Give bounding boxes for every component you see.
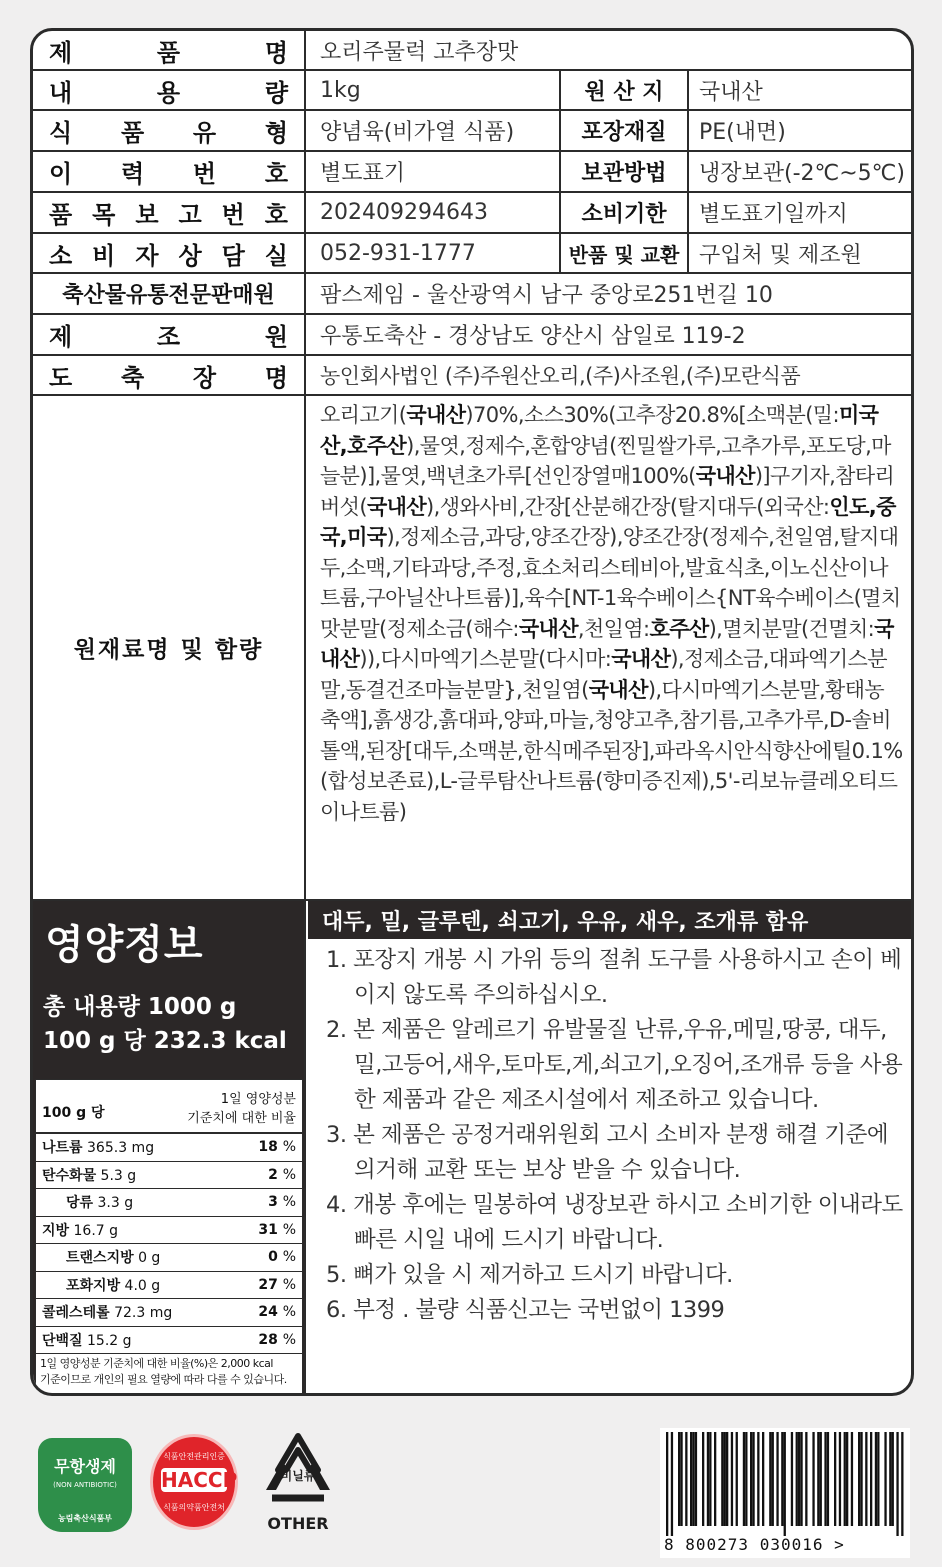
label-char: 장 [192,363,217,392]
value-volume: 1kg [306,71,561,109]
nutrient-name: 트랜스지방 0 g [66,1250,161,1267]
barcode [660,1428,910,1558]
nutrition-row [36,1189,302,1217]
label-char: 량 [264,78,288,107]
ingredient-text: ),멸치분말(건멸치: [708,616,875,641]
label-char: 목 [92,201,116,229]
label-origin: 원 산 지 [561,71,689,109]
row-report [33,193,911,234]
label-char: 형 [264,119,288,147]
label-char: 력 [120,160,145,188]
allergy-bar: 대두, 밀, 글루텐, 쇠고기, 우유, 새우, 조개류 함유 [308,901,913,939]
barcode-bar [901,1432,903,1536]
barcode-bar [762,1432,764,1526]
label-char: 소 [49,241,73,270]
ingredient-origin: 호주산 [649,616,709,641]
label-char: 축 [120,363,145,392]
label-char: 제 [49,323,73,351]
nutrition-footnote [36,1354,302,1390]
barcode-bar [707,1432,709,1526]
ingredient-text: ),생와사비,간장[산분해간장(탈지대두(외국산: [426,494,830,519]
barcode-bar [817,1432,819,1526]
nutrient-pct: 31 % [258,1221,296,1238]
nutrition-row [36,1327,302,1355]
ingredient-origin: 국내산 [611,647,671,671]
barcode-bar [671,1432,673,1536]
nutrient-pct: 3 % [268,1194,296,1211]
nutrition-row [36,1162,302,1190]
row-consult [33,234,911,274]
label-volume [33,71,306,109]
barcode-bar [776,1432,778,1526]
barcode-bar [702,1432,704,1526]
nutrient-name: 포화지방 4.0 g [66,1277,161,1294]
ingredient-origin: 국내산 [518,616,578,641]
label-char: 내 [49,78,73,107]
info-table [33,31,911,901]
label-char: 비 [92,241,116,270]
label-slaughter [33,356,306,394]
row-maker [33,315,911,356]
ingredient-origin: 국내산 [320,616,894,671]
barcode-bar [865,1432,867,1526]
barcode-bar [858,1432,860,1526]
nutrition-title: 영양정보 [45,922,204,968]
label-char: 호 [264,160,288,188]
haccp-bottom: 식품의약품안전처 [163,1503,225,1512]
barcode-bar [685,1432,687,1526]
nutrition-footnote-2: 기준이므로 개인의 필요 열량에 따라 다를 수 있습니다. [40,1373,287,1386]
label-char: 도 [49,363,73,392]
barcode-bars-icon [660,1428,910,1536]
barcode-bar [745,1432,747,1526]
nutrition-pct-label-1: 1일 영양성분 [220,1092,296,1107]
nutrient-name: 단백질 15.2 g [42,1332,132,1349]
ingredient-text: )70%,소스30%(고추장20.8%[소맥분(밀: [465,403,839,427]
barcode-bar [812,1432,814,1526]
nutrient-name: 지방 16.7 g [42,1222,119,1239]
barcode-bar [839,1432,841,1526]
barcode-bar [820,1432,822,1526]
barcode-bar [800,1432,802,1526]
recycle-label: 비닐류 [280,1469,316,1483]
nutrient-name: 당류 3.3 g [66,1195,134,1212]
barcode-bar [736,1432,738,1526]
ingredient-text: ),물엿,정제수,혼합양념(찐밀쌀가루,고추가루,포도당,마늘분)],물엿,백년초가루[선인장열매100%( [320,433,891,488]
label-char: 유 [192,119,217,147]
label-char: 품 [120,119,145,147]
label-char: 번 [192,160,217,188]
recycle-icon [258,1432,338,1508]
label-char: 실 [264,241,288,270]
barcode-bar [791,1432,793,1526]
label-char: 상 [178,241,202,270]
label-char: 품 [156,38,181,67]
nutrition-table-head [36,1080,302,1134]
caution-note: 6. 부정 . 불량 식품신고는 국번없이 1399 [326,1297,725,1323]
nutrient-pct: 27 % [258,1276,296,1293]
value-origin: 국내산 [699,79,763,105]
label-storage: 보관방법 [561,152,689,191]
nonab-subtitle: (NON ANTIBIOTIC) [53,1481,117,1489]
label-char: 호 [264,201,288,229]
nutrition-row [36,1217,302,1245]
nutrient-pct: 28 % [258,1331,296,1348]
nonab-title: 무항생제 [54,1457,116,1476]
ingredient-origin: 국내산 [695,464,755,488]
barcode-bar [680,1432,682,1526]
barcode-bar [896,1432,898,1536]
nutrition-table [35,1079,303,1395]
bottom-marks [0,1410,942,1567]
ingredient-origin: 국내산 [366,494,427,519]
nutrition-pct-label [187,1090,296,1128]
label-char: 이 [49,160,73,188]
barcode-bar [678,1432,680,1526]
caution-note: 1. 포장지 개봉 시 가위 등의 절취 도구를 사용하시고 손이 베이지 않도록 주의하십시오. [326,947,902,1008]
row-slaughter [33,356,911,396]
barcode-bar [769,1432,771,1526]
ingredient-text: ),정제소금,대파엑기스분말,동결건조마늘분말},천일염( [320,647,887,702]
barcode-bar [827,1432,829,1526]
label-type [33,111,306,150]
barcode-bar [851,1432,853,1526]
recycle-other: OTHER [267,1514,329,1533]
label-char: 자 [135,241,159,270]
barcode-bar [798,1432,800,1526]
barcode-bar [892,1432,894,1526]
value-packaging: PE(내면) [699,120,786,145]
barcode-bar [666,1432,668,1536]
nutrition-total [33,970,304,1058]
value-product-name: 오리주물럭 고추장맛 [320,39,519,65]
barcode-bar [884,1432,886,1526]
caution-notes [308,943,913,1328]
nutrient-name: 나트륨 365.3 mg [42,1140,155,1157]
label-char: 고 [178,201,202,229]
label-expiry: 소비기한 [561,193,689,232]
haccp-top: 식품안전관리인증 [163,1452,225,1461]
row-seller [33,274,911,315]
nutrient-pct: 24 % [258,1304,296,1321]
ingredient-text: ),정제소금,과당,양조간장),양조간장(정제수,천일염,탈지대두,소맥,기타과당,주정,효소처리스테비아,발효식초,이노신산이나트륨,구아닐산나트륨)],육수[NT-1육수베이스{NT육수베이스(멸치맛분말(정제소금(해수: [320,525,901,641]
barcode-bar [709,1432,711,1526]
row-product-name [33,31,911,71]
value-storage: 냉장보관(-2℃~5℃) [699,161,905,186]
barcode-bar [781,1432,783,1526]
barcode-bar [805,1432,807,1526]
barcode-bar [721,1432,723,1526]
nutrient-name: 콜레스테롤 72.3 mg [42,1305,173,1322]
label-char: 명 [264,363,288,392]
barcode-bar [784,1432,786,1536]
nutrition-row [36,1244,302,1272]
label-char: 식 [49,119,73,147]
ingredient-text: ,천일염: [577,616,650,641]
product-label [30,28,914,1396]
nutrition-per-label: 100 g 당 [42,1105,105,1121]
label-seller: 축산물유통전문판매원 [33,274,306,313]
label-char: 제 [49,38,73,67]
value-seller: 팜스제임 - 울산광역시 남구 중앙로251번길 10 [320,283,773,308]
label-consult [33,234,306,272]
label-char: 보 [135,201,159,229]
value-trace: 별도표기 [306,152,561,191]
barcode-bar [690,1432,692,1526]
label-char: 명 [264,38,288,67]
value-ingredients [306,396,911,899]
haccp-logo [150,1434,238,1530]
barcode-bar [834,1432,836,1526]
barcode-bar [877,1432,879,1526]
nutrient-name: 탄수화물 5.3 g [42,1167,137,1184]
non-antibiotic-logo [38,1438,132,1532]
value-type: 양념육(비가열 식품) [306,111,561,150]
nutrition-total-amount: 총 내용량 1000 g [43,994,237,1020]
caution-note: 2. 본 제품은 알레르기 유발물질 난류,우유,메밀,땅콩, 대두,밀,고등어,새우,토마토,게,쇠고기,오징어,조개류 등을 사용한 제품과 같은 제조시설에서 제조하고 있습니다. [326,1017,903,1113]
label-char: 품 [49,201,73,229]
barcode-bar [714,1432,716,1526]
caution-note: 3. 본 제품은 공정거래위원회 고시 소비자 분쟁 해결 기준에 의거해 교환 또는 보상 받을 수 있습니다. [326,1122,889,1183]
label-char: 담 [221,241,245,270]
barcode-bar [724,1432,726,1526]
nutrient-pct: 0 % [268,1249,296,1266]
label-char: 용 [156,78,181,107]
value-expiry: 별도표기일까지 [699,202,848,227]
nutrition-row [36,1299,302,1327]
barcode-bar [743,1432,745,1526]
barcode-bar [846,1432,848,1526]
nutrition-rows [36,1134,302,1354]
label-product-name [33,31,306,69]
barcode-bar [731,1432,733,1526]
caution-note: 5. 뼈가 있을 시 제거하고 드시기 바랍니다. [326,1262,733,1288]
haccp-mark: HACCP [161,1468,238,1492]
nutrition-panel [33,901,306,1396]
label-packaging: 포장재질 [561,111,689,150]
label-char: 원 [264,323,288,351]
barcode-bar [692,1432,694,1526]
ingredient-text: )]구기자,참타리버섯( [320,464,895,519]
barcode-bar [695,1432,697,1526]
value-maker: 우통도축산 - 경상남도 양산시 삼일로 119-2 [320,324,746,349]
value-report: 202409294643 [306,193,561,232]
recycle-logo [258,1432,338,1542]
nutrient-pct: 2 % [268,1166,296,1183]
label-char: 번 [221,201,245,229]
ingredient-origin: 국내산 [588,677,648,702]
ingredient-text: 오리고기( [320,403,407,427]
nutrient-pct: 18 % [258,1139,296,1156]
nutrition-kcal: 100 g 당 232.3 kcal [43,1028,287,1054]
barcode-bar [875,1432,877,1526]
row-ingredients [33,396,911,901]
nutrition-pct-label-2: 기준치에 대한 비율 [187,1111,296,1126]
nonab-ministry: 농림축산식품부 [57,1514,113,1523]
ingredient-origin: 국내산 [406,403,466,427]
barcode-bar [824,1432,826,1526]
ingredient-text: )),다시마엑기스분말(다시마: [359,647,612,671]
barcode-bar [750,1432,752,1526]
ingredient-text: ),다시마엑기스분말,황태농축액],흙생강,흙대파,양파,마늘,청양고추,참기름,고추가루,D-솔비톨액,된장[대두,소맥분,한식메주된장],파라옥시안식향산에틸0.1%(합성보존료),L-글루탐산나트륨(향미증진제),5'-리보뉴클레오티드이나트륨) [320,677,903,824]
caution-note: 4. 개봉 후에는 밀봉하여 냉장보관 하시고 소비기한 이내라도 빠른 시일 내에 드시기 바랍니다. [326,1192,903,1253]
nutrition-footnote-1: 1일 영양성분 기준치에 대한 비율(%)은 2,000 kcal [40,1357,273,1370]
barcode-bar [757,1432,759,1526]
value-consult: 052-931-1777 [306,234,561,272]
row-trace [33,152,911,193]
label-maker [33,315,306,354]
barcode-bar [870,1432,872,1526]
label-trace [33,152,306,191]
label-return: 반품 및 교환 [561,234,689,272]
value-slaughter: 농인회사법인 (주)주원산오리,(주)사조원,(주)모란식품 [320,364,801,388]
nutrition-row [36,1272,302,1300]
barcode-bar [844,1432,846,1526]
barcode-bar [889,1432,891,1526]
row-volume [33,71,911,111]
value-return: 구입처 및 제조원 [699,242,862,268]
label-report [33,193,306,232]
barcode-bar [796,1432,798,1526]
ingredient-origin: 미국산,호주산 [320,403,879,458]
barcode-number: 8 800273 030016 > [664,1535,845,1554]
ingredient-origin: 인도,중국,미국 [320,494,896,549]
barcode-bar [752,1432,754,1526]
barcode-bar [726,1432,728,1526]
nutrition-row [36,1134,302,1162]
barcode-bar [860,1432,862,1526]
label-char: 조 [156,323,181,351]
barcode-bar [772,1432,774,1526]
label-ingredients: 원재료명 및 함량 [33,396,306,899]
row-type [33,111,911,152]
